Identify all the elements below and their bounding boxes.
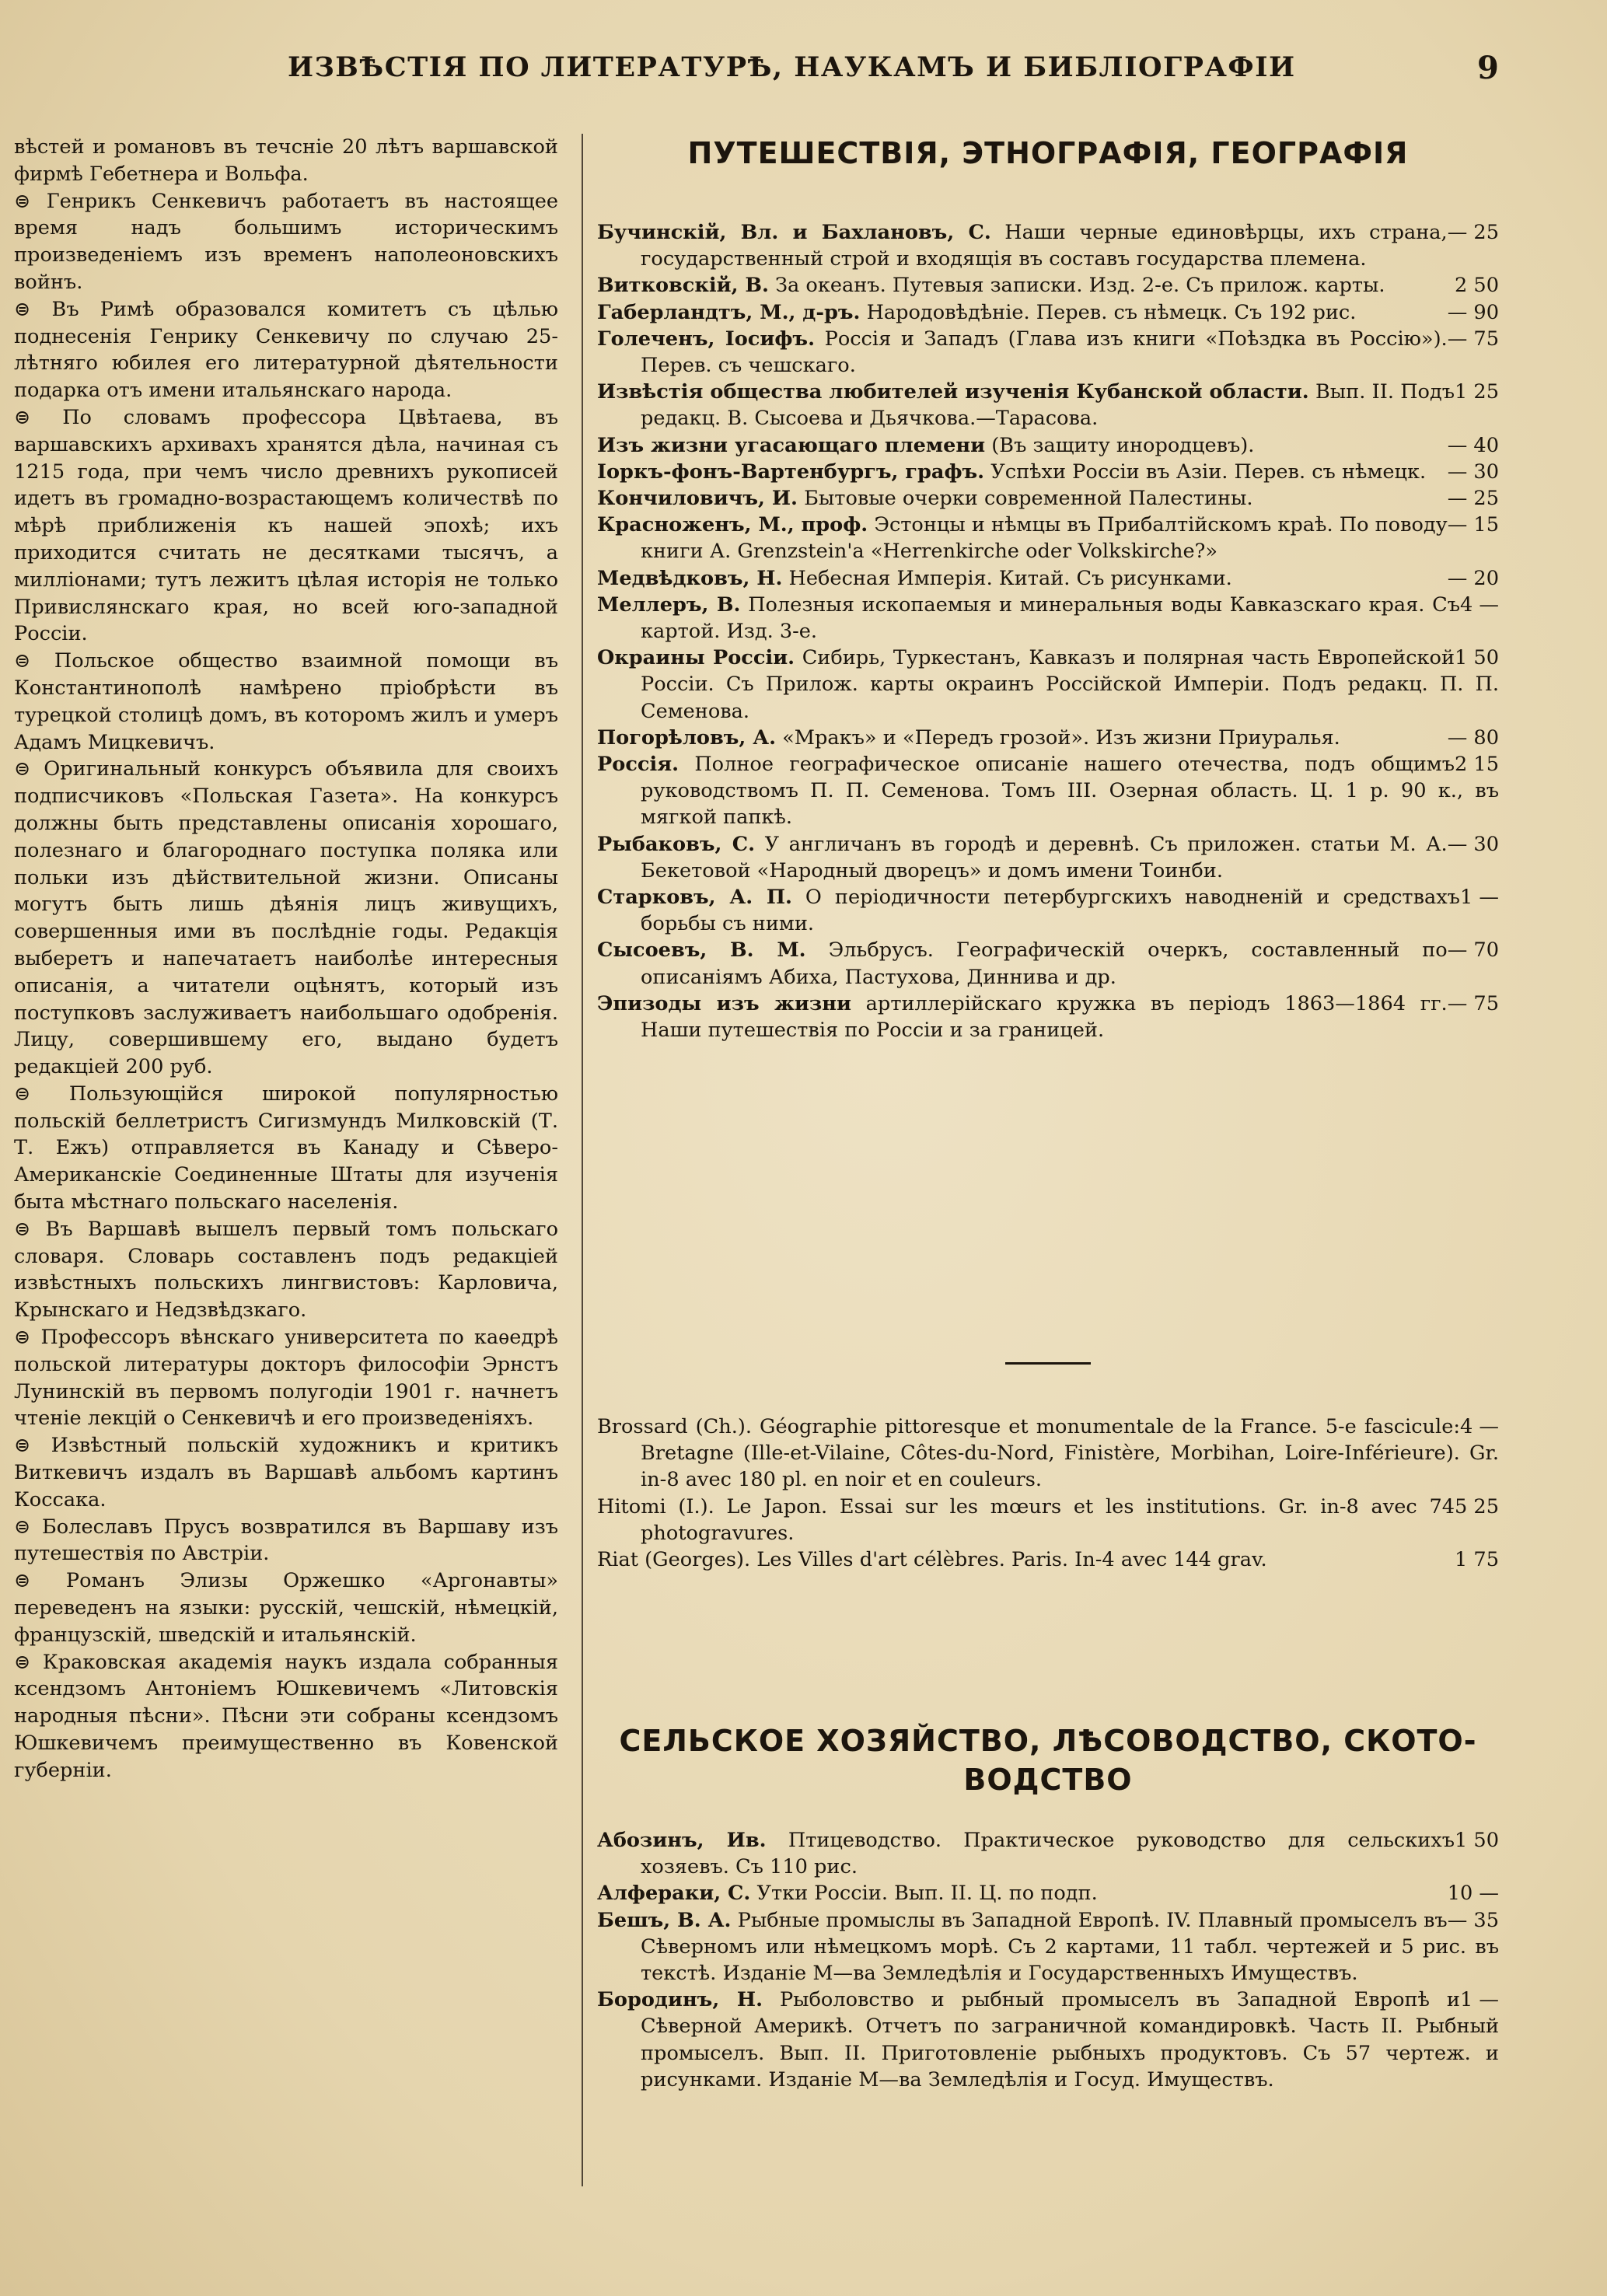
entry-author: Россія.	[597, 753, 679, 777]
agriculture-bibliography-list	[597, 1827, 1499, 2093]
entry-price: — 80	[1447, 725, 1499, 750]
news-paragraph: ⊜ По словамъ профессора Цвѣтаева, въ варшавскихъ архивахъ хранятся дѣла, начиная съ 1215 года, при чемъ число древнихъ рукописей идетъ въ громадно-возрастающемъ количествѣ по мѣрѣ приближенія къ нашей эпохѣ; ихъ приходится считать не десятками тысячъ, а милліонами; тутъ лежитъ цѣлая исторія не только Привислянскаго края, но всей юго-западной Россіи.	[14, 405, 558, 646]
news-paragraph: ⊜ Польское общество взаимной помощи въ Константинополѣ намѣрено пріобрѣсти въ турецкой столицѣ домъ, въ которомъ жилъ и умеръ Адамъ Мицкевичъ.	[14, 649, 558, 754]
entry-price: — 40	[1447, 433, 1499, 457]
entry-author: Бородинъ, Н.	[597, 1988, 763, 2012]
foreign-bibliography-list	[597, 1414, 1499, 1573]
entry-price: 1 —	[1459, 1988, 1499, 2012]
entry-title: Народовѣдѣніе. Перев. съ нѣмецк. Съ 192 рис.	[866, 300, 1357, 324]
page-number: 9	[1477, 50, 1499, 86]
entry-price: 1 50	[1455, 646, 1499, 670]
entry-price: — 25	[1447, 487, 1499, 511]
bibliography-entry	[597, 1494, 1499, 1546]
entry-author: Hitomi (I.).	[597, 1494, 714, 1518]
news-paragraph: ⊜ Пользующійся широкой популярностью польскій беллетристъ Сигизмундъ Милковскій (Т. Т. Ежъ) отправляется въ Канаду и Сѣверо-Американскіе Соединенные Штаты для изученія быта мѣстнаго польскаго населенія.	[14, 1082, 558, 1214]
section-title-line: ВОДСТВО	[963, 1763, 1133, 1797]
bibliography-entry	[597, 592, 1499, 645]
entry-author: Сысоевъ, В. М.	[597, 938, 806, 963]
entry-price: 2 50	[1455, 274, 1499, 298]
bibliography-entry	[597, 565, 1499, 592]
entry-title: артиллерійскаго кружка въ періодъ 1863—1864 гг. Наши путешествія по Россіи и за границей.	[641, 991, 1448, 1043]
entry-title: Успѣхи Россіи въ Азіи. Перев. съ нѣмецк.	[990, 460, 1427, 484]
bibliography-entry	[597, 485, 1499, 512]
entry-price: — 15	[1447, 513, 1499, 537]
entry-title: Le Japon. Essai sur les mœurs et les institutions. Gr. in-8 avec 74 photogravures.	[641, 1494, 1455, 1545]
entry-author: Кончиловичъ, И.	[597, 487, 798, 511]
entry-author: Габерландтъ, М., д-ръ.	[597, 300, 861, 324]
entry-price: — 25	[1447, 221, 1499, 244]
entry-author: Красноженъ, М., проф.	[597, 513, 868, 537]
entry-title: У англичанъ въ городѣ и деревнѣ. Съ приложен. статьи М. А. Бекетовой «Народный дворецъ» и домъ имени Тоинби.	[641, 832, 1448, 882]
news-paragraph: ⊜ Болеславъ Прусъ возвратился въ Варшаву изъ путешествія по Австріи.	[14, 1515, 558, 1566]
entry-author: Медвѣдковъ, Н.	[597, 566, 783, 590]
bibliography-entry	[597, 1546, 1499, 1573]
bibliography-entry	[597, 645, 1499, 725]
entry-price: — 70	[1447, 938, 1499, 963]
bibliography-entry	[597, 831, 1499, 884]
entry-title: О періодичности петербургскихъ наводненій и средствахъ борьбы съ ними.	[641, 886, 1460, 936]
entry-price: — 75	[1447, 991, 1499, 1015]
entry-author: Старковъ, А. П.	[597, 886, 792, 910]
news-paragraph: ⊜ Оригинальный конкурсъ объявила для своихъ подписчиковъ «Польская Газета». На конкурсъ должны быть представлены описанія хорошаго, полезнаго и благороднаго поступка поляка или польки изъ дѣйствительной жизни. Описаны могутъ быть лишь дѣянія лицъ живущихъ, совершенныя ими въ послѣдніе годы. Редакція выберетъ и напечатаетъ наиболѣе интересныя описанія, а читатели оцѣнятъ, который изъ поступковъ заслуживаетъ наибольшаго одобренія. Лицу, совершившему его, выдано будетъ редакціей 200 руб.	[14, 757, 558, 1079]
entry-author: Riat (Georges).	[597, 1548, 751, 1572]
bibliography-entry	[597, 751, 1499, 831]
entry-author: Алфераки, С.	[597, 1882, 751, 1906]
bibliography-entry	[597, 991, 1499, 1043]
section-separator	[597, 1362, 1499, 1365]
entry-author: Бучинскій, Вл. и Бахлановъ, С.	[597, 221, 991, 244]
entry-title: (Въ защиту инородцевъ).	[991, 433, 1255, 457]
entry-author: Витковскій, В.	[597, 274, 769, 298]
entry-price: 5 25	[1455, 1494, 1499, 1518]
entry-author: Brossard (Ch.).	[597, 1415, 752, 1438]
entry-title: За океанъ. Путевыя записки. Изд. 2-е. Съ прилож. карты.	[775, 274, 1385, 298]
bibliography-entry	[597, 326, 1499, 379]
news-paragraph: вѣстей и романовъ въ течсніе 20 лѣтъ варшавской фирмѣ Гебетнера и Вольфа.	[14, 135, 558, 186]
entry-title: Птицеводство. Практическое руководство для сельскихъ хозяевъ. Съ 110 рис.	[641, 1829, 1455, 1879]
entry-price: — 90	[1447, 300, 1499, 324]
entry-price: — 30	[1447, 832, 1499, 856]
bibliography-entry	[597, 725, 1499, 751]
entry-price: 1 —	[1459, 886, 1499, 910]
bibliography-entry	[597, 937, 1499, 990]
entry-author: Рыбаковъ, С.	[597, 832, 756, 856]
entry-title: Бытовые очерки современной Палестины.	[804, 487, 1253, 511]
bibliography-entry	[597, 1880, 1499, 1906]
entry-title: Эльбрусъ. Географическій очеркъ, составленный по описаніямъ Абиха, Пастухова, Диннива и др.	[641, 938, 1448, 989]
separator-rule	[1005, 1362, 1091, 1365]
entry-author: Изъ жизни угасающаго племени	[597, 433, 986, 457]
bibliography-entry	[597, 272, 1499, 299]
entry-price: 2 15	[1455, 753, 1499, 777]
bibliography-entry	[597, 1827, 1499, 1880]
section-title-line: СЕЛЬСКОЕ ХОЗЯЙСТВО, ЛѢСОВОДСТВО, СКОТО-	[619, 1724, 1477, 1758]
entry-title: Рыбные промыслы въ Западной Европѣ. IV. Плавный промыселъ въ Сѣверномъ или нѣмецкомъ морѣ. Съ 2 картами, 11 табл. чертежей и 5 рис. въ текстѣ. Изданіе М—ва Земледѣлія и Государственныхъ Имуществъ.	[641, 1908, 1499, 1986]
entry-title: «Мракъ» и «Передъ грозой». Изъ жизни Приуралья.	[782, 725, 1340, 750]
entry-author: Абозинъ, Ив.	[597, 1829, 767, 1852]
entry-title: Géographie pittoresque et monumentale de la France. 5-e fascicule: Bretagne (Ille-et-Vilaine, Côtes-du-Nord, Finistère, Morbihan, Loire-Inférieure). Gr. in-8 avec 180 pl. en noir et en couleurs.	[641, 1415, 1499, 1492]
section-title-agriculture	[597, 1721, 1499, 1799]
bibliography-entry	[597, 299, 1499, 326]
entry-title: Рыболовство и рыбный промыселъ въ Западной Европѣ и Сѣверной Америкѣ. Отчетъ по заграничной командировкѣ. Часть II. Рыбный промыселъ. Вып. II. Приготовленіе рыбныхъ продуктовъ. Съ 57 чертеж. и рисунками. Изданіе М—ва Земледѣлія и Госуд. Имуществъ.	[641, 1988, 1499, 2092]
entry-title: Les Villes d'art célèbres. Paris. In-4 avec 144 grav.	[756, 1548, 1267, 1572]
entry-price: 1 75	[1455, 1548, 1499, 1572]
entry-title: Утки Россіи. Вып. II. Ц. по подп.	[756, 1882, 1098, 1906]
entry-title: Наши черные единовѣрцы, ихъ страна, государственный строй и входящія въ составъ государства племена.	[641, 221, 1448, 271]
news-paragraph: ⊜ Генрикъ Сенкевичъ работаетъ въ настоящее время надъ большимъ историческимъ произведеніемъ изъ временъ наполеоновскихъ войнъ.	[14, 189, 558, 294]
entry-author: Меллеръ, В.	[597, 592, 741, 617]
travel-bibliography-list	[597, 219, 1499, 1043]
entry-title: Вып. II. Подъ редакц. В. Сысоева и Дьячкова.—Тарасова.	[641, 380, 1455, 431]
news-paragraph: ⊜ Профессоръ вѣнскаго университета по каѳедрѣ польской литературы докторъ философіи Эрнстъ Лунинскій въ первомъ полугодіи 1901 г. начнетъ чтеніе лекцій о Сенкевичѣ и его произведеніяхъ.	[14, 1326, 558, 1431]
bibliography-entry	[597, 432, 1499, 459]
entry-title: Небесная Имперія. Китай. Съ рисунками.	[788, 566, 1232, 590]
entry-author: Извѣстія общества любителей изученія Кубанской области.	[597, 380, 1309, 404]
entry-title: Полезныя ископаемыя и минеральныя воды Кавказскаго края. Съ картой. Изд. 3-е.	[641, 592, 1460, 644]
entry-price: — 35	[1447, 1908, 1499, 1932]
news-paragraph: ⊜ Въ Варшавѣ вышелъ первый томъ польскаго словаря. Словарь составленъ подъ редакціей извѣстныхъ польскихъ лингвистовъ: Карловича, Крынскаго и Недзвѣдзкаго.	[14, 1217, 558, 1323]
entry-title: Полное географическое описаніе нашего отечества, подъ общимъ руководствомъ П. П. Семенова. Томъ III. Озерная область. Ц. 1 р. 90 к., въ мягкой папкѣ.	[641, 753, 1499, 830]
running-title: ИЗВѢСТІЯ ПО ЛИТЕРАТУРѢ, НАУКАМЪ И БИБЛІОГРАФІИ	[288, 51, 1296, 83]
entry-price: — 30	[1447, 460, 1499, 484]
entry-title: Сибирь, Туркестанъ, Кавказъ и полярная часть Европейской Россіи. Съ Прилож. карты окраинъ Россійской Имперіи. Подъ редакц. П. П. Семенова.	[641, 646, 1499, 723]
entry-price: — 75	[1447, 327, 1499, 351]
news-paragraph: ⊜ Краковская академія наукъ издала собранныя ксендзомъ Антоніемъ Юшкевичемъ «Литовскія народныя пѣсни». Пѣсни эти собраны ксендзомъ Юшкевичемъ преимущественно въ Ковенской губерніи.	[14, 1650, 558, 1782]
bibliography-entry	[597, 379, 1499, 432]
bibliography-entry	[597, 1987, 1499, 2093]
page-header	[0, 51, 1607, 98]
entry-price: 1 50	[1455, 1829, 1499, 1852]
entry-title: Россія и Западъ (Глава изъ книги «Поѣздка въ Россію»). Перев. съ чешскаго.	[641, 327, 1448, 378]
entry-author: Окраины Россіи.	[597, 646, 795, 670]
entry-price: — 20	[1447, 566, 1499, 590]
bibliography-entry	[597, 1907, 1499, 1987]
entry-price: 4 —	[1459, 592, 1499, 617]
section-title-travel: ПУТЕШЕСТВІЯ, ЭТНОГРАФІЯ, ГЕОГРАФІЯ	[687, 136, 1409, 170]
news-paragraph: ⊜ Въ Римѣ образовался комитетъ съ цѣлью поднесенія Генрику Сенкевичу по случаю 25-лѣтняго юбилея его литературной дѣятельности подарка отъ имени итальянскаго народа.	[14, 297, 558, 403]
news-paragraph: ⊜ Романъ Элизы Оржешко «Аргонавты» переведенъ на языки: русскій, чешскій, нѣмецкій, французскій, шведскій и итальянскій.	[14, 1569, 558, 1647]
entry-author: Эпизоды изъ жизни	[597, 991, 851, 1015]
entry-price: 4 —	[1459, 1415, 1499, 1438]
entry-author: Іоркъ-фонъ-Вартенбургъ, графъ.	[597, 460, 985, 484]
entry-price: 10 —	[1447, 1882, 1499, 1906]
news-paragraph: ⊜ Извѣстный польскій художникъ и критикъ Виткевичъ издалъ въ Варшавѣ альбомъ картинъ Коссака.	[14, 1434, 558, 1511]
column-divider	[582, 134, 583, 2186]
bibliography-entry	[597, 512, 1499, 564]
entry-author: Голеченъ, Іосифъ.	[597, 327, 815, 351]
bibliography-entry	[597, 1414, 1499, 1494]
entry-title: Эстонцы и нѣмцы въ Прибалтійскомъ краѣ. По поводу книги А. Grenzstein'a «Herrenkirche oder Volkskirche?»	[641, 513, 1448, 564]
entry-author: Погорѣловъ, А.	[597, 725, 776, 750]
bibliography-entry	[597, 459, 1499, 485]
entry-author: Бешъ, В. А.	[597, 1908, 732, 1932]
entry-price: 1 25	[1455, 380, 1499, 404]
bibliography-entry	[597, 219, 1499, 272]
bibliography-entry	[597, 884, 1499, 937]
left-column	[14, 134, 558, 1784]
